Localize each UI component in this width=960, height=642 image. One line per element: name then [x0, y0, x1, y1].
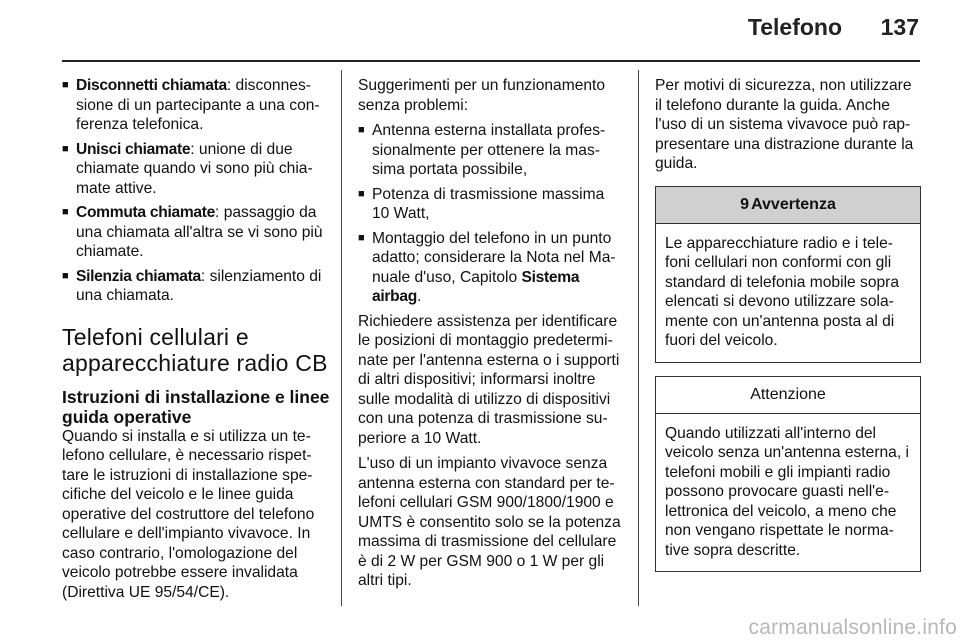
list-item: [62, 203, 330, 262]
warning-box-text: Le apparecchiature radio e i tele-foni cellulari non conformi con gli standard di telefonia mobile sopra elencati si devono utilizzare sola-mente con un'antenna posta al di fuori del veicolo.: [665, 234, 900, 349]
body-paragraph: L'uso di un impianto vivavoce senza antenna esterna con standard per te-lefoni cellulari GSM 900/1800/1900 e UMTS è consentito solo se la potenza massima di trasmissione del cellulare è di 2 W per GSM 900 o 1 W per gli altri tipi.: [358, 455, 621, 589]
list-item-text: : unione di due chiamate quando vi sono più chia-mate attive.: [76, 140, 313, 197]
warning-box: [655, 186, 921, 363]
list-item-text: Potenza di trasmissione massima 10 Watt,: [372, 185, 605, 222]
column-1: [62, 76, 330, 608]
page-header: [0, 0, 960, 56]
chapter-reference: Sistema airbag: [372, 268, 580, 305]
list-item-text: : disconnes-sione di un partecipante a una con-ferenza telefonica.: [76, 77, 320, 133]
list-item: [62, 140, 330, 199]
list-item-text: : silenziamento di una chiamata.: [76, 267, 322, 304]
warning-box-title: Avvertenza: [751, 195, 836, 213]
column-2: [358, 76, 624, 597]
list-item: [62, 76, 330, 135]
list-item-term: Unisci chiamate: [76, 140, 191, 158]
list-item-term: Commuta chiamate: [76, 204, 216, 221]
warning-icon: 9: [740, 195, 750, 213]
list-item-text: Montaggio del telefono in un punto adatto; considerare la Nota nel Ma-nuale d'uso, Capitolo: [372, 229, 616, 286]
column-divider: [638, 70, 639, 606]
body-paragraph: Suggerimenti per un funzionamento senza problemi:: [358, 77, 606, 114]
list-item-term: Silenzia chiamata: [76, 267, 201, 285]
header-rule: [62, 60, 920, 62]
list-item: [358, 121, 624, 180]
caution-box-header: [656, 377, 920, 414]
list-item-text: : passaggio da una chiamata all'altra se vi sono più chiamate.: [76, 204, 323, 260]
list-item: [358, 185, 624, 224]
column-divider: [341, 70, 342, 606]
caution-box: [655, 376, 921, 573]
list-item: [62, 267, 330, 306]
section-title: Telefoni cellulari e apparecchiature radio CB: [62, 323, 328, 376]
watermark: carmanualsonline.info: [748, 616, 957, 639]
warning-box-header: [656, 187, 920, 224]
column-3: [655, 76, 921, 572]
list-item-text: Antenna esterna installata profes-sionalmente per ottenere la mas-sima portata possibile,: [372, 122, 606, 178]
header-title: Telefono: [747, 14, 842, 40]
subsection-title: Istruzioni di installazione e linee guida operative: [62, 386, 330, 427]
body-paragraph: Richiedere assistenza per identificare le posizioni di montaggio predetermi-nate per l'antenna esterna o i supporti di altri dispositivi; informarsi inoltre sulle modalità di utilizzo di dispositivi con una potenza di trasmissione su-periore a 10 Watt.: [358, 312, 620, 447]
list-item-tail: .: [417, 288, 422, 305]
page-number: 137: [880, 14, 919, 40]
body-paragraph: Quando si installa e si utilizza un te-lefono cellulare, è necessario rispet-tare le istruzioni di installazione spe-cifiche del veicolo e le linee guida operative del costruttore del telefono cellulare e dell'impianto vivavoce. In caso contrario, l'omologazione del veicolo potrebbe essere invalidata (Direttiva UE 95/54/CE).: [62, 427, 315, 601]
caution-box-text: Quando utilizzati all'interno del veicolo senza un'antenna esterna, i telefoni mobili e gli impianti radio possono provocare guasti nell'e-lettronica del veicolo, a meno che non vengano rispettate le norma-tive sopra descritte.: [665, 424, 909, 559]
list-item-term: Disconnetti chiamata: [76, 77, 227, 94]
caution-box-title: Attenzione: [750, 385, 826, 403]
list-item: [358, 229, 624, 307]
body-paragraph: Per motivi di sicurezza, non utilizzare il telefono durante la guida. Anche l'uso di un sistema vivavoce può rap-presentare una distrazione durante la guida.: [655, 77, 914, 172]
